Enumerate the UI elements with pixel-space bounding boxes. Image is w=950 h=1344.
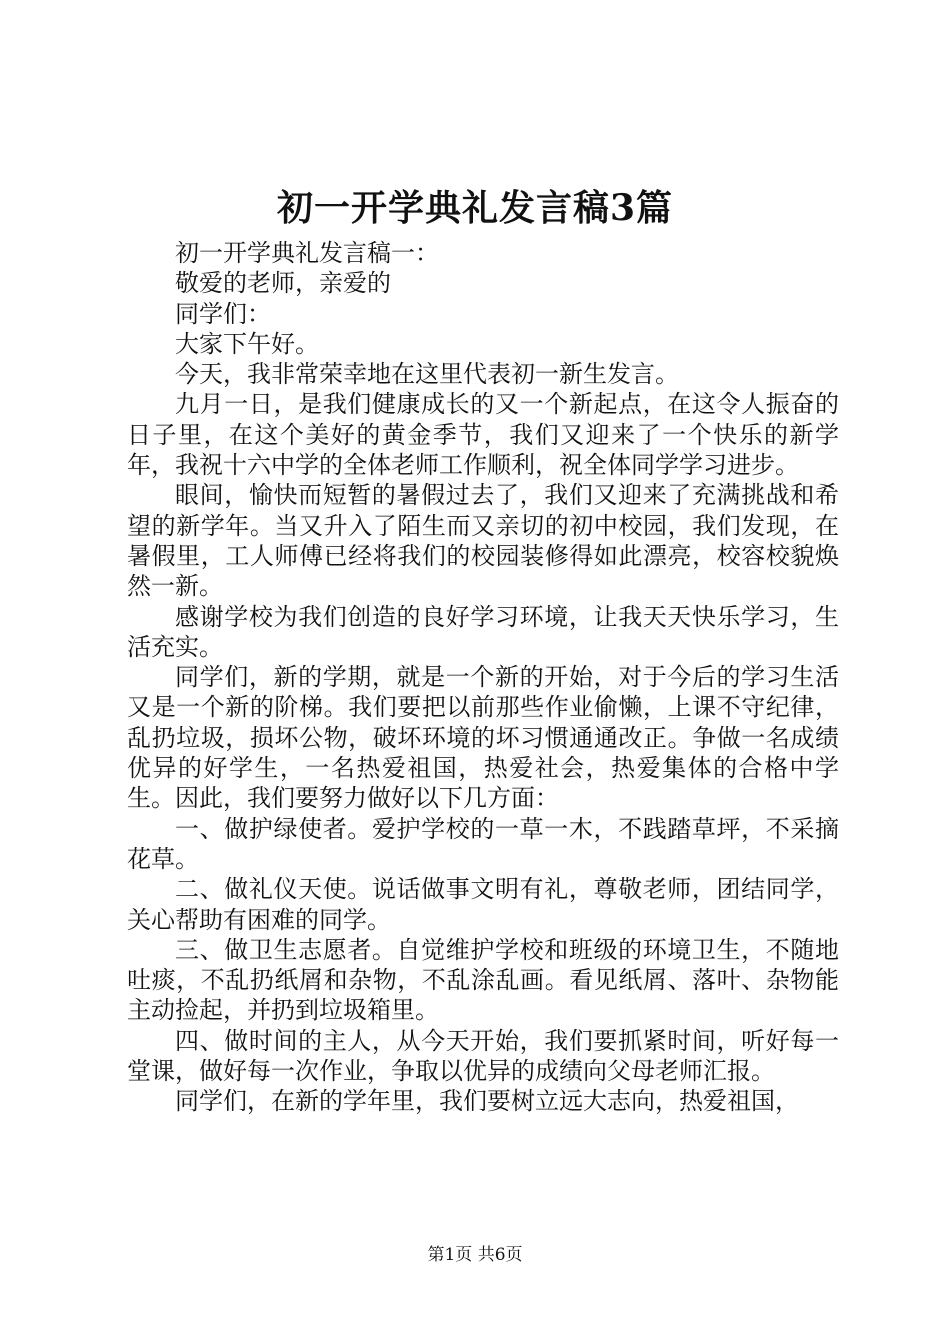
paragraph: 大家下午好。 xyxy=(175,329,319,358)
page-number-footer: 第1页 共6页 xyxy=(427,1245,523,1265)
paragraph: 敬爱的老师，亲爱的 xyxy=(175,269,391,298)
paragraph: 同学们，新的学期，就是一个新的开始，对于今后的学习生活又是一个新的阶梯。我们要把以前那些作业偷懒，上课不守纪律，乱扔垃圾，损坏公物，破坏环境的坏习惯通通改正。争做一名成绩优异的好学生，一名热爱祖国，热爱社会，热爱集体的合格中学生。因此，我们要努力做好以下几方面： xyxy=(127,663,839,813)
paragraph: 一、做护绿使者。爱护学校的一草一木，不践踏草坪，不采摘花草。 xyxy=(127,814,839,873)
paragraph: 三、做卫生志愿者。自觉维护学校和班级的环境卫生，不随地吐痰，不乱扔纸屑和杂物，不乱涂乱画。看见纸屑、落叶、杂物能主动捡起，并扔到垃圾箱里。 xyxy=(127,935,839,1025)
paragraph: 眼间，愉快而短暂的暑假过去了，我们又迎来了充满挑战和希望的新学年。当又升入了陌生而又亲切的初中校园，我们发现，在暑假里，工人师傅已经将我们的校园装修得如此漂亮，校容校貌焕然一新。 xyxy=(127,481,839,601)
paragraph: 二、做礼仪天使。说话做事文明有礼，尊敬老师，团结同学，关心帮助有困难的同学。 xyxy=(127,875,839,934)
document-body xyxy=(127,238,839,1117)
paragraph: 四、做时间的主人，从今天开始，我们要抓紧时间，听好每一堂课，做好每一次作业，争取以优异的成绩向父母老师汇报。 xyxy=(127,1026,839,1086)
paragraph: 同学们： xyxy=(175,299,271,328)
paragraph: 感谢学校为我们创造的良好学习环境，让我天天快乐学习，生活充实。 xyxy=(127,602,839,661)
document-title: 初一开学典礼发言稿3篇 xyxy=(276,187,674,229)
paragraph: 九月一日，是我们健康成长的又一个新起点，在这令人振奋的日子里，在这个美好的黄金季节，我们又迎来了一个快乐的新学年，我祝十六中学的全体老师工作顺利，祝全体同学学习进步。 xyxy=(127,390,839,480)
paragraph: 今天，我非常荣幸地在这里代表初一新生发言。 xyxy=(175,360,679,389)
paragraph: 初一开学典礼发言稿一： xyxy=(175,239,439,267)
paragraph: 同学们，在新的学年里，我们要树立远大志向，热爱祖国， xyxy=(175,1087,799,1116)
